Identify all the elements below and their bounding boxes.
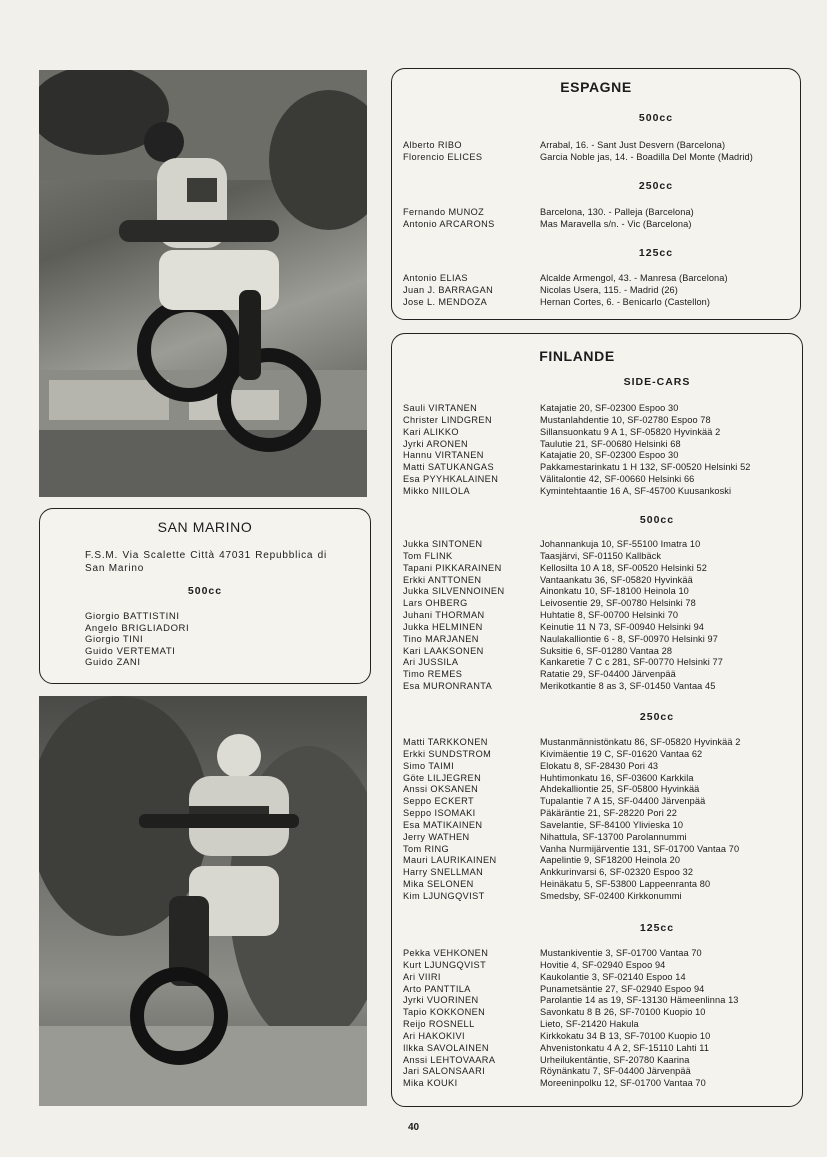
rider-row [403, 486, 798, 498]
rider-row [403, 984, 798, 996]
rider-name: Antonio ARCARONS [403, 218, 495, 229]
rider-address: Heinäkatu 5, SF-53800 Lappeenranta 80 [540, 879, 711, 890]
rider-name: Mauri LAURIKAINEN [403, 855, 497, 866]
rider-name: Guido ZANI [85, 657, 141, 668]
rider-address: Punametsäntie 27, SF-02940 Espoo 94 [540, 983, 705, 994]
rider-row [403, 297, 796, 309]
rider-row [403, 563, 798, 575]
rider-address: Taulutie 21, SF-00680 Helsinki 68 [540, 438, 681, 449]
class-heading: 500cc [638, 112, 674, 124]
rider-row [403, 669, 798, 681]
rider-row [403, 427, 798, 439]
class-heading: 500cc [639, 514, 675, 526]
motocross-rider-illustration [39, 696, 367, 1106]
rider-name: Erkki SUNDSTROM [403, 748, 492, 759]
rider-name: Mika SELONEN [403, 879, 474, 890]
rider-row [403, 586, 798, 598]
rider-address: Välitalontie 42, SF-00660 Helsinki 66 [540, 474, 695, 485]
rider-row [403, 995, 798, 1007]
rider-row [403, 403, 798, 415]
rider-address: Savonkatu 8 B 26, SF-70100 Kuopio 10 [540, 1007, 706, 1018]
rider-list [403, 140, 796, 164]
rider-address: Katajatie 20, SF-02300 Espoo 30 [540, 403, 679, 413]
rider-name: Kim LJUNGQVIST [403, 890, 485, 901]
rider-row [403, 622, 798, 634]
rider-name: Anssi LEHTOVAARA [403, 1054, 496, 1065]
rider-name: Christer LINDGREN [403, 414, 492, 425]
rider-row [403, 646, 798, 658]
rider-name: Giorgio BATTISTINI [85, 611, 180, 622]
rider-address: Ainonkatu 10, SF-18100 Heinola 10 [540, 586, 689, 597]
rider-name: Hannu VIRTANEN [403, 450, 484, 461]
rider-name: Tom RING [403, 843, 450, 854]
rider-list [403, 273, 796, 309]
rider-address: Ahvenistonkatu 4 A 2, SF-15110 Lahti 11 [540, 1042, 710, 1053]
rider-address: Barcelona, 130. - Palleja (Barcelona) [540, 207, 694, 217]
rider-address: Naulakalliontie 6 - 8, SF-00970 Helsinki 97 [540, 633, 718, 644]
rider-name: Arto PANTTILA [403, 983, 471, 994]
rider-row [403, 462, 798, 474]
rider-row [403, 972, 798, 984]
rider-name: Esa MATIKAINEN [403, 819, 483, 830]
rider-address: Tupalantie 7 A 15, SF-04400 Järvenpää [540, 796, 706, 807]
rider-name: Tapio KOKKONEN [403, 1007, 486, 1018]
rider-name: Fernando MUNOZ [403, 207, 485, 217]
page-number: 40 [407, 1122, 420, 1133]
rider-address: Taasjärvi, SF-01150 Kallbäck [540, 550, 662, 561]
class-heading: 250cc [639, 711, 675, 723]
rider-name: Tapani PIKKARAINEN [403, 562, 502, 573]
rider-address: Huhtimonkatu 16, SF-03600 Karkkila [540, 772, 694, 783]
rider-address: Mustankiventie 3, SF-01700 Vantaa 70 [540, 948, 702, 958]
rider-name: Jose L. MENDOZA [403, 296, 488, 307]
rider-name: Esa PYYHKALAINEN [403, 474, 499, 485]
rider-list [403, 737, 798, 903]
rider-name: Jukka SILVENNOINEN [403, 586, 505, 597]
rider-name: Tino MARJANEN [403, 633, 479, 644]
rider-address: Moreeninpolku 12, SF-01700 Vantaa 70 [540, 1078, 706, 1089]
rider-address: Arrabal, 16. - Sant Just Desvern (Barcelona) [540, 140, 726, 150]
rider-address: Ahdekalliontie 25, SF-05800 Hyvinkää [540, 784, 700, 795]
rider-address: Elokatu 8, SF-28430 Pori 43 [540, 760, 659, 771]
rider-address: Nicolas Usera, 115. - Madrid (26) [540, 284, 678, 295]
rider-address: Katajatie 20, SF-02300 Espoo 30 [540, 450, 679, 461]
rider-list [403, 403, 798, 498]
rider-name: Seppo ECKERT [403, 796, 475, 807]
rider-address: Kankaretie 7 C c 281, SF-00770 Helsinki 77 [540, 657, 723, 668]
rider-address: Sillansuonkatu 9 A 1, SF-05820 Hyvinkää 2 [540, 426, 721, 437]
rider-name: Mika KOUKI [403, 1078, 458, 1089]
rider-address: Kaukolantie 3, SF-02140 Espoo 14 [540, 971, 686, 982]
rider-address: Pakkamestarinkatu 1 H 132, SF-00520 Helsinki 52 [540, 462, 751, 473]
rider-name: Ari VIIRI [403, 971, 441, 982]
rider-name: Göte LILJEGREN [403, 772, 482, 783]
rider-address: Suksitie 6, SF-01280 Vantaa 28 [540, 645, 673, 656]
rider-name: Pekka VEHKONEN [403, 948, 489, 958]
rider-name: Jyrki ARONEN [403, 438, 469, 449]
rider-name: Ari HAKOKIVI [403, 1030, 465, 1041]
rider-address: Hernan Cortes, 6. - Benicarlo (Castellon) [540, 296, 711, 307]
rider-row [403, 575, 798, 587]
rider-row [403, 610, 798, 622]
rider-row [403, 796, 798, 808]
class-heading: 125cc [638, 247, 674, 259]
rider-row [403, 761, 798, 773]
rider-row [403, 1066, 798, 1078]
rider-address: Parolantie 14 as 19, SF-13130 Hämeenlinna 13 [540, 995, 739, 1006]
rider-name: Florencio ELICES [403, 151, 483, 162]
rider-row [403, 219, 796, 231]
rider-address: Kymintehtaantie 16 A, SF-45700 Kuusankoski [540, 485, 732, 496]
rider-row [403, 1019, 798, 1031]
rider-address: Keinutie 11 N 73, SF-00940 Helsinki 94 [540, 621, 704, 632]
rider-name: Jukka SINTONEN [403, 539, 483, 549]
rider-address: Mas Maravella s/n. - Vic (Barcelona) [540, 218, 692, 229]
class-heading: 500cc [187, 585, 223, 597]
rider-row [403, 152, 796, 164]
rider-address: Nihattula, SF-13700 Parolannummi [540, 831, 687, 842]
rider-name: Lars OHBERG [403, 598, 468, 609]
rider-row [403, 784, 798, 796]
rider-name: Giorgio TINI [85, 634, 144, 645]
rider-row [403, 657, 798, 669]
rider-list [403, 948, 798, 1090]
rider-list [85, 611, 189, 669]
rider-row [403, 539, 798, 551]
rider-address: Ankkurinvarsi 6, SF-02320 Espoo 32 [540, 867, 694, 878]
rider-address: Vantaankatu 36, SF-05820 Hyvinkää [540, 574, 693, 585]
rider-row [403, 450, 798, 462]
rider-row [403, 140, 796, 152]
rider-name: Kari LAAKSONEN [403, 645, 484, 656]
rider-address: Urheilukentäntie, SF-20780 Kaarina [540, 1054, 690, 1065]
rider-name: Timo REMES [403, 669, 463, 680]
rider-row [403, 1055, 798, 1067]
class-heading: SIDE-CARS [623, 376, 691, 388]
rider-address: Leivosentie 29, SF-00780 Helsinki 78 [540, 598, 696, 609]
rider-address: Päkäräntie 21, SF-28220 Pori 22 [540, 808, 677, 819]
rider-name: Tom FLINK [403, 550, 453, 561]
rider-address: Merikotkantie 8 as 3, SF-01450 Vantaa 45 [540, 681, 716, 692]
rider-address: Aapelintie 9, SF18200 Heinola 20 [540, 855, 681, 866]
rider-address: Garcia Noble jas, 14. - Boadilla Del Monte (Madrid) [540, 151, 753, 162]
rider-name: Matti TARKKONEN [403, 737, 488, 747]
rider-row [403, 598, 798, 610]
rider-address: Johannankuja 10, SF-55100 Imatra 10 [540, 539, 701, 549]
rider-row [403, 415, 798, 427]
class-heading: 250cc [638, 180, 674, 192]
san-marino-title: SAN MARINO [157, 519, 253, 535]
rider-address: Smedsby, SF-02400 Kirkkonummi [540, 890, 682, 901]
motocross-photo-bottom [39, 696, 367, 1106]
rider-name: Reijo ROSNELL [403, 1019, 475, 1030]
rider-address: Röynänkatu 7, SF-04400 Järvenpää [540, 1066, 691, 1077]
rider-row [403, 820, 798, 832]
rider-name: Kurt LJUNGQVIST [403, 959, 487, 970]
rider-name: Seppo ISOMAKI [403, 808, 476, 819]
san-marino-section [39, 508, 371, 684]
rider-row [403, 867, 798, 879]
espagne-title: ESPAGNE [560, 79, 632, 95]
rider-address: Ratatie 29, SF-04400 Järvenpää [540, 669, 676, 680]
rider-address: Hovitie 4, SF-02940 Espoo 94 [540, 959, 666, 970]
rider-name: Jukka HELMINEN [403, 621, 483, 632]
rider-name: Esa MURONRANTA [403, 681, 493, 692]
rider-name: Matti SATUKANGAS [403, 462, 494, 473]
rider-name: Sauli VIRTANEN [403, 403, 478, 413]
rider-name: Harry SNELLMAN [403, 867, 484, 878]
motocross-rider-illustration [39, 70, 367, 497]
rider-row [403, 844, 798, 856]
rider-address: Alcalde Armengol, 43. - Manresa (Barcelona) [540, 273, 728, 283]
rider-list [403, 207, 796, 231]
espagne-section [391, 68, 801, 320]
san-marino-address: F.S.M. Via Scalette Città 47031 Repubblica di San Marino [85, 550, 327, 574]
rider-row [403, 948, 798, 960]
rider-name: Alberto RIBO [403, 140, 462, 150]
rider-name: Ilkka SAVOLAINEN [403, 1042, 489, 1053]
rider-row [403, 207, 796, 219]
rider-row [403, 285, 796, 297]
rider-name: Anssi OKSANEN [403, 784, 479, 795]
rider-row [403, 808, 798, 820]
rider-address: Mustanlahdentie 10, SF-02780 Espoo 78 [540, 414, 711, 425]
rider-address: Huhtatie 8, SF-00700 Helsinki 70 [540, 610, 679, 621]
rider-address: Mustanmännistönkatu 86, SF-05820 Hyvinkää 2 [540, 737, 741, 747]
rider-row [403, 634, 798, 646]
rider-name: Kari ALIKKO [403, 426, 459, 437]
rider-name: Guido VERTEMATI [85, 645, 176, 657]
rider-row [403, 960, 798, 972]
rider-address: Kellosilta 10 A 18, SF-00520 Helsinki 52 [540, 562, 707, 573]
rider-name: Jerry WATHEN [403, 831, 470, 842]
rider-address: Lieto, SF-21420 Hakula [540, 1019, 639, 1030]
finlande-title: FINLANDE [539, 348, 615, 364]
rider-row [403, 749, 798, 761]
class-heading: 125cc [639, 922, 675, 934]
rider-row [403, 773, 798, 785]
rider-name: Simo TAIMI [403, 760, 455, 771]
rider-name: Jari SALONSAARI [403, 1066, 486, 1077]
rider-row [403, 273, 796, 285]
rider-name: Mikko NIILOLA [403, 485, 470, 496]
rider-name: Antonio ELIAS [403, 273, 468, 283]
rider-name: Ari JUSSILA [403, 657, 459, 668]
rider-address: Vanha Nurmijärventie 131, SF-01700 Vantaa 70 [540, 843, 740, 854]
rider-name: Erkki ANTTONEN [403, 574, 482, 585]
rider-row [403, 681, 798, 693]
rider-address: Kivimäentie 19 C, SF-01620 Vantaa 62 [540, 748, 703, 759]
rider-row [403, 737, 798, 749]
rider-name: Juhani THORMAN [403, 610, 485, 621]
rider-row [403, 1007, 798, 1019]
rider-name: Jyrki VUORINEN [403, 995, 479, 1006]
rider-row [403, 474, 798, 486]
rider-row [403, 891, 798, 903]
rider-row [403, 855, 798, 867]
rider-row [403, 832, 798, 844]
rider-row [403, 1031, 798, 1043]
motocross-photo-top [39, 70, 367, 497]
rider-address: Savelantie, SF-84100 Ylivieska 10 [540, 819, 684, 830]
rider-row [403, 551, 798, 563]
rider-row [403, 1043, 798, 1055]
rider-row [403, 1078, 798, 1090]
rider-list [403, 539, 798, 693]
rider-row [403, 439, 798, 451]
rider-address: Kirkkokatu 34 B 13, SF-70100 Kuopio 10 [540, 1030, 711, 1041]
rider-row [403, 879, 798, 891]
rider-name: Angelo BRIGLIADORI [85, 622, 190, 634]
finlande-section [391, 333, 803, 1107]
rider-name: Juan J. BARRAGAN [403, 284, 494, 295]
